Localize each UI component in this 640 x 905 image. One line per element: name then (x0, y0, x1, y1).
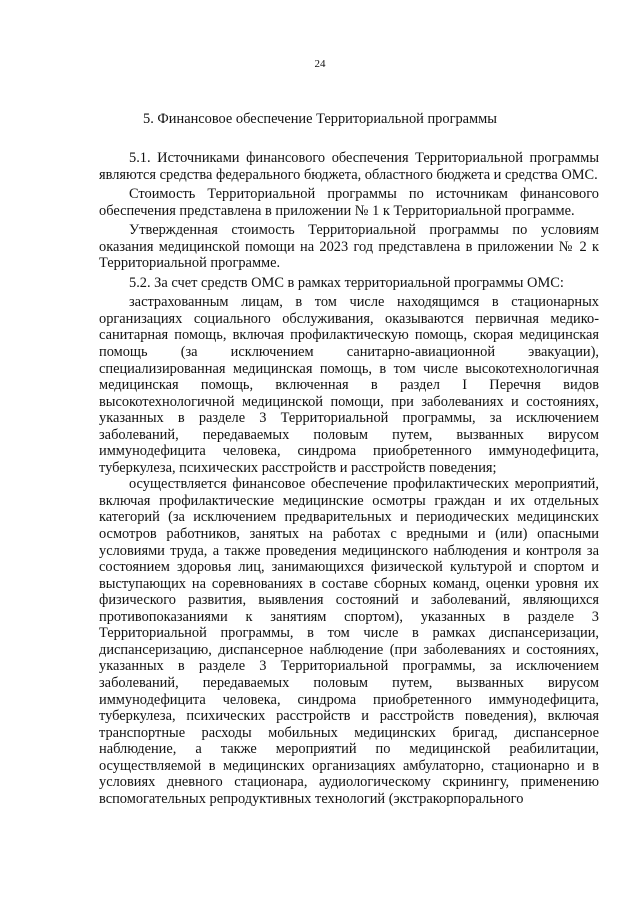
section-heading: 5. Финансовое обеспечение Территориальной программы (143, 111, 497, 127)
paragraph-cost-sources: Стоимость Территориальной программы по источникам финансового обеспечения представлена в приложении № 1 к Территориальной программе. (99, 186, 599, 219)
document-body (99, 150, 599, 807)
paragraph-approved-cost: Утвержденная стоимость Территориальной программы по условиям оказания медицинской помощи на 2023 год представлена в приложении № 2 к Территориальной программе. (99, 222, 599, 272)
page-number: 24 (314, 58, 326, 70)
paragraph-insured-persons: застрахованным лицам, в том числе находящимся в стационарных организациях социального обслуживания, оказываются первичная медико-санитарная помощь, включая профилактическую помощь, скорая медицинская помощь (за исключением санитарно-авиационной эвакуации), специализированная медицинская помощь, в том числе высокотехнологичная медицинская помощь, включенная в раздел I Перечня видов высокотехнологичной медицинской помощи, при заболеваниях и состояниях, указанных в разделе 3 Территориальной программы, за исключением заболеваний, передаваемых половым путем, вызванных вирусом иммунодефицита человека, синдрома приобретенного иммунодефицита, туберкулеза, психических расстройств и расстройств поведения; (99, 294, 599, 476)
paragraph-preventive-financing: осуществляется финансовое обеспечение профилактических мероприятий, включая профилактические медицинские осмотры граждан и их отдельных категорий (за исключением предварительных и периодических медицинских осмотров работников, занятых на работах с вредными и (или) опасными условиями труда, а также проведения медицинского наблюдения и контроля за состоянием здоровья лиц, занимающихся физической культурой и спортом и выступающих на соревнованиях в составе сборных команд, оценки уровня их физического развития, выявления состояний и заболеваний, являющихся противопоказаниями к занятиям спортом), указанных в разделе 3 Территориальной программы, в том числе в рамках диспансеризации, диспансеризацию, диспансерное наблюдение (при заболеваниях и состояниях, указанных в разделе 3 Территориальной программы, за исключением заболеваний, передаваемых половым путем, вызванных вирусом иммунодефицита человека, синдрома приобретенного иммунодефицита, туберкулеза, психических расстройств и расстройств поведения), включая транспортные расходы мобильных медицинских бригад, диспансерное наблюдение, а также мероприятий по медицинской реабилитации, осуществляемой в медицинских организациях амбулаторно, стационарно и в условиях дневного стационара, аудиологическому скринингу, применению вспомогательных репродуктивных технологий (экстракорпорального (99, 476, 599, 807)
paragraph-5-2: 5.2. За счет средств ОМС в рамках территориальной программы ОМС: (129, 274, 564, 291)
paragraph-5-1: 5.1. Источниками финансового обеспечения Территориальной программы являются средства федерального бюджета, областного бюджета и средства ОМС. (99, 150, 599, 183)
